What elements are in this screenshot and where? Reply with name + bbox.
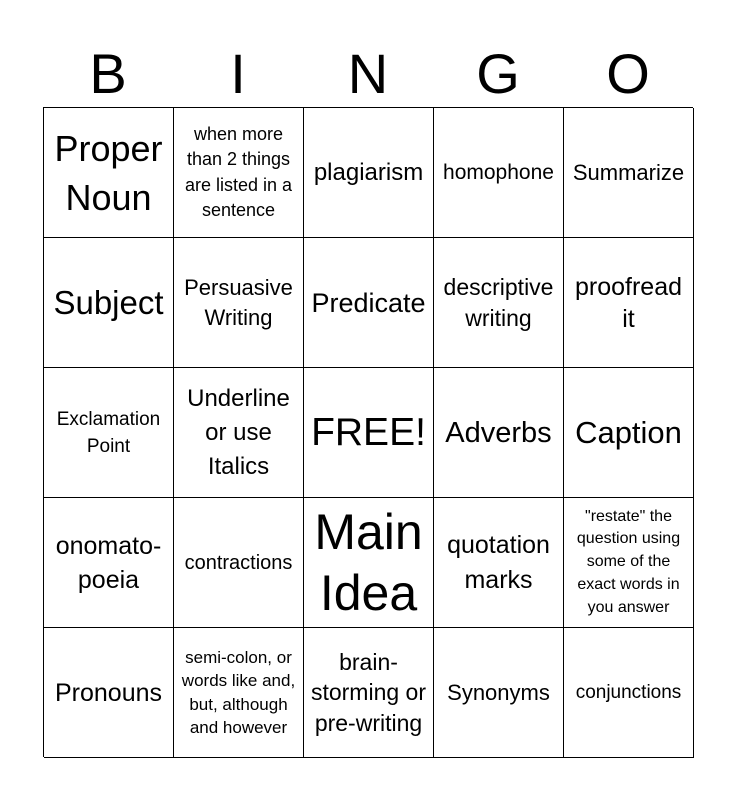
cell-text: FREE! xyxy=(311,410,426,454)
bingo-cell[interactable] xyxy=(564,628,694,758)
bingo-cell[interactable] xyxy=(304,498,434,628)
bingo-cell free-space[interactable] xyxy=(304,368,434,498)
cell-text: Caption xyxy=(575,414,682,450)
cell-text: conjunctions xyxy=(575,681,682,703)
header-letter-b: B xyxy=(89,42,127,105)
bingo-cell[interactable] xyxy=(174,368,304,498)
bingo-cell[interactable] xyxy=(44,628,174,758)
cell-text: onomato-poeia xyxy=(55,531,162,594)
cell-text: Synonyms xyxy=(447,679,550,705)
cell-text: Persuasive Writing xyxy=(184,274,293,330)
bingo-cell[interactable] xyxy=(564,498,694,628)
bingo-cell[interactable] xyxy=(174,628,304,758)
bingo-cell[interactable] xyxy=(434,238,564,368)
cell-text: Subject xyxy=(53,283,164,321)
bingo-cell[interactable] xyxy=(304,628,434,758)
bingo-cell[interactable] xyxy=(174,498,304,628)
cell-text: Proper Noun xyxy=(54,127,163,218)
bingo-cell[interactable] xyxy=(564,108,694,238)
bingo-cell[interactable] xyxy=(304,238,434,368)
cell-text: Main Idea xyxy=(314,503,423,621)
header-letter-i: I xyxy=(230,42,246,105)
bingo-cell[interactable] xyxy=(434,368,564,498)
cell-text: Exclamation Point xyxy=(56,408,161,457)
cell-text: contractions xyxy=(184,551,293,574)
bingo-cell[interactable] xyxy=(174,238,304,368)
cell-text: when more than 2 things are listed in a sentence xyxy=(184,123,293,220)
bingo-cell[interactable] xyxy=(434,108,564,238)
cell-text: Summarize xyxy=(572,159,685,185)
header-letter-o: O xyxy=(606,42,650,105)
cell-text: "restate" the question using some of the exact words in you answer xyxy=(576,507,681,616)
cell-text: Adverbs xyxy=(445,416,552,449)
cell-text: semi-colon, or words like and, but, although and however xyxy=(181,647,296,737)
bingo-card-grid xyxy=(43,107,693,757)
header-letter-n: N xyxy=(347,42,389,105)
bingo-cell[interactable] xyxy=(44,368,174,498)
bingo-cell[interactable] xyxy=(44,498,174,628)
bingo-cell[interactable] xyxy=(564,368,694,498)
cell-text: descriptive writing xyxy=(443,273,554,331)
cell-text: Predicate xyxy=(311,287,426,318)
bingo-cell[interactable] xyxy=(174,108,304,238)
cell-text: brain-storming or pre-writing xyxy=(310,648,427,736)
header-letter-g: G xyxy=(476,42,520,105)
bingo-cell[interactable] xyxy=(434,628,564,758)
bingo-cell[interactable] xyxy=(44,238,174,368)
cell-text: plagiarism xyxy=(313,158,424,186)
bingo-cell[interactable] xyxy=(304,108,434,238)
cell-text: quotation marks xyxy=(447,530,550,594)
bingo-cell[interactable] xyxy=(434,498,564,628)
bingo-cell[interactable] xyxy=(44,108,174,238)
bingo-cell[interactable] xyxy=(564,238,694,368)
bingo-header xyxy=(43,40,693,108)
cell-text: Underline or use Italics xyxy=(187,384,290,480)
cell-text: proofread it xyxy=(574,272,683,333)
cell-text: homophone xyxy=(443,160,554,184)
cell-text: Pronouns xyxy=(54,678,163,707)
